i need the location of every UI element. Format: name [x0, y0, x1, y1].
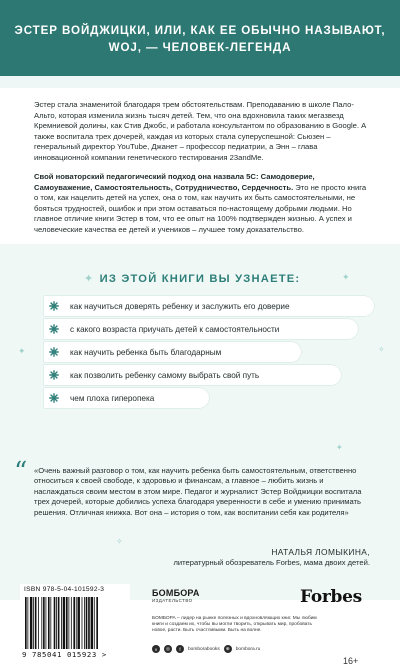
list-item-label: с какого возраста приучать детей к самостоятельности	[70, 324, 280, 334]
learn-section-title: ИЗ ЭТОЙ КНИГИ ВЫ УЗНАЕТЕ:	[99, 273, 301, 285]
intro-paragraph-1: Эстер стала знаменитой благодаря трем обстоятельствам. Преподаванию в школе Пало-Альто, которая изменила жизнь тысяч детей. Тем, что она вдохновила таких мегазвезд Кремниевой долины, как Стив Джобс, и работала консультантом по образованию в Google. А также воспитала трех дочерей, каждая из которых стала суперуспешной: Сьюзен – генеральный директор YouTube, Джанет – профессор педиатрии, а Энн – глава инновационной компании генетического тестирования 23andMe.	[34, 100, 367, 162]
intro-paragraph-2-rest: Это не просто книга о том, как нацелить детей на успех, она о том, как научить их быть самостоятельными, не бояться трудностей, ошибок и при этом оставаться по-настоящему добрыми людьми. Но главное отличие книги Эстер в том, что ее опыт на 100% подтвержден жизнью. А успех и человеческие качества ее детей и учеников – лучшее тому доказательство.	[34, 182, 367, 234]
sparkle-icon: ✧	[116, 537, 123, 546]
sparkle-icon: ✧	[378, 345, 385, 354]
isbn-text: ISBN 978-5-04-101592-3	[24, 586, 105, 593]
header-gap-strip	[0, 76, 400, 88]
barcode-icon	[24, 597, 124, 649]
sparkle-icon: ✦	[336, 443, 343, 452]
social-handle: bomborabooks	[188, 646, 220, 652]
back-cover	[0, 76, 400, 666]
list-item-label: как научить ребенка быть благодарным	[70, 347, 222, 357]
quote-author: НАТАЛЬЯ ЛОМЫКИНА,	[271, 547, 370, 557]
publisher-subtitle: ИЗДАТЕЛЬСТВО	[152, 598, 193, 603]
list-item	[44, 365, 364, 385]
vk-icon: v	[152, 645, 160, 653]
list-item	[44, 342, 364, 362]
intro-bold-statement: Свой новаторский педагогический подход она назвала 5С: Самодоверие, Самоуважение, Самостоятельность, Сотрудничество, Сердечность.	[34, 172, 315, 192]
cover-title: ЭСТЕР ВОЙДЖИЦКИ, ИЛИ, КАК ЕЕ ОБЫЧНО НАЗЫВАЮТ, WOJ, — ЧЕЛОВЕК-ЛЕГЕНДА	[14, 24, 386, 54]
asterisk-icon	[48, 300, 60, 312]
asterisk-icon	[48, 392, 60, 404]
sparkle-icon: ✦	[342, 272, 350, 282]
facebook-icon: f	[176, 645, 184, 653]
asterisk-icon	[48, 369, 60, 381]
intro-paragraph-2	[34, 172, 370, 236]
quote-author-role: литературный обозреватель Forbes, мама двоих детей.	[173, 558, 370, 567]
list-item-label: чем плоха гиперопека	[70, 393, 155, 403]
list-item	[44, 296, 364, 316]
asterisk-icon	[48, 323, 60, 335]
sparkle-icon: ✦	[84, 273, 94, 285]
instagram-icon: ◎	[164, 645, 172, 653]
publisher-site: bombora.ru	[235, 646, 261, 652]
quote-mark-icon: “	[14, 457, 28, 487]
forbes-logo: Forbes	[300, 587, 362, 607]
list-item-label: как научиться доверять ребенку и заслужить его доверие	[70, 301, 290, 311]
list-item	[44, 388, 364, 408]
list-item-label: как позволить ребенку самому выбрать свой путь	[70, 370, 260, 380]
cover-header-band	[0, 0, 400, 76]
globe-icon: ⊕	[224, 645, 232, 653]
list-item	[44, 319, 364, 339]
publisher-social	[152, 645, 260, 653]
age-rating: 16+	[343, 656, 359, 666]
publisher-note: БОМБОРА – лидер на рынке полезных и вдохновляющих книг. Мы любим книги и создаем их, чтобы вы могли творить, открывать мир, пробовать новое, расти. Быть счастливыми. Быть на волне.	[152, 616, 317, 634]
review-quote: «Очень важный разговор о том, как научить ребенка быть самостоятельным, ответственно относиться к своей свободе, к здоровью и финансам, а главное – любить жизнь и наслаждаться своим местом в этом мире. Педагог и журналист Эстер Войджицки воспитала трех дочерей, которые добились успеха благодаря уверенности в себе и умению принимать решения. Отличная книжка. Вот она – история о том, как воспитании себя как родителя»	[34, 466, 362, 517]
sparkle-icon: ✦	[18, 346, 26, 356]
learn-list	[44, 296, 364, 411]
barcode-block	[20, 584, 130, 664]
asterisk-icon	[48, 346, 60, 358]
barcode-number: 9 785041 015923 >	[22, 650, 107, 659]
publisher-logo: БОМБОРА	[152, 588, 200, 598]
